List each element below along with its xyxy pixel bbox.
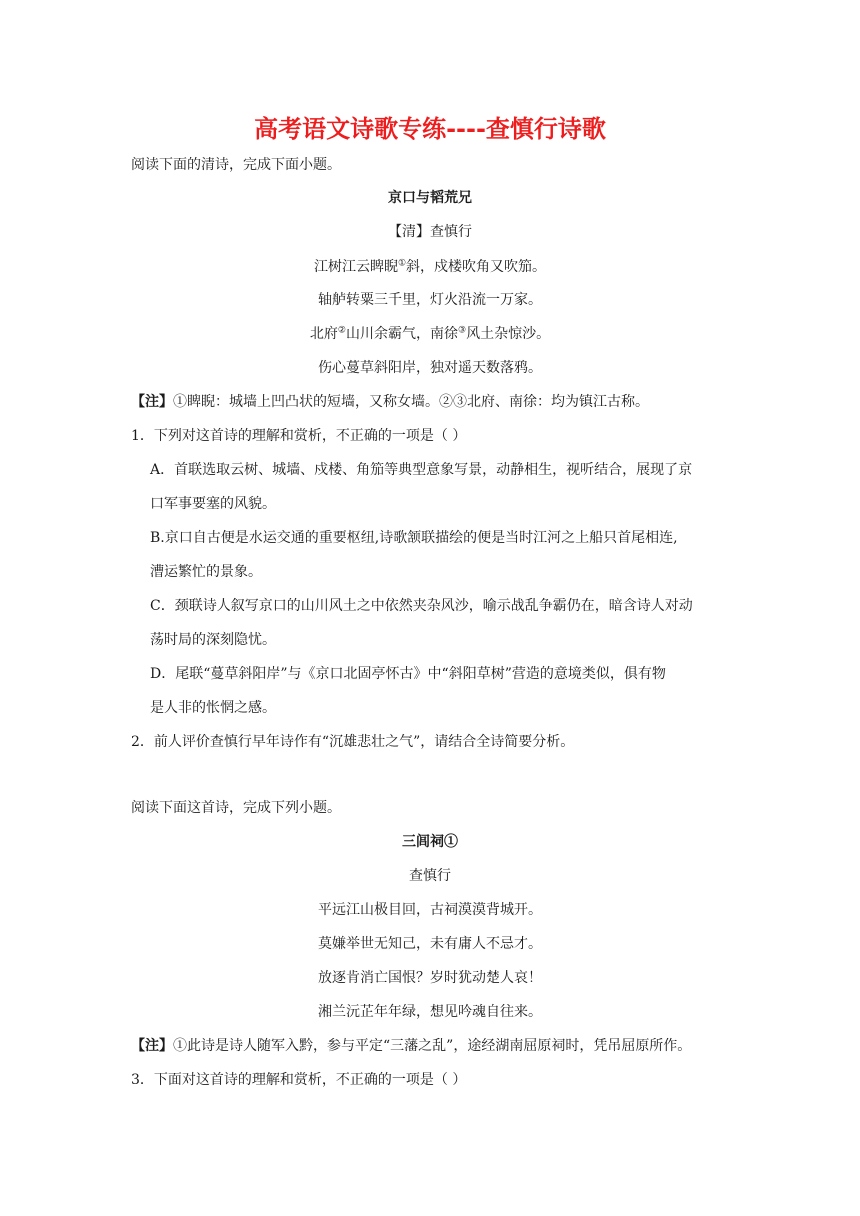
poem1-line: [0, 358, 860, 378]
poem1-line: [0, 290, 860, 310]
poem2-line3: 放逐肯消亡国恨？岁时犹动楚人哀！: [318, 970, 542, 986]
poem1-line3-part3: 风土杂惊沙。: [466, 326, 551, 342]
option-d-line1: D．尾联“蔓草斜阳岸”与《京口北固亭怀古》中“斜阳草树”营造的意境类似，俱有物: [150, 666, 666, 682]
option-a-line1: A．首联选取云树、城墙、戍楼、角笳等典型意象写景，动静相生，视听结合，展现了京: [150, 462, 693, 478]
poem1-line2: 轴舻转粟三千里，灯火沿流一万家。: [318, 292, 542, 308]
poem1-line3-part2: 山川余霸气，南徐: [346, 326, 458, 342]
poem1-line: [0, 257, 860, 277]
poem1-note: [131, 392, 649, 412]
note-text: ①睥睨：城墙上凹凸状的短墙，又称女墙。②③北府、南徐：均为镇江古称。: [173, 394, 649, 410]
note-text: ①此诗是诗人随军入黔，参与平定“三藩之乱”，途经湖南屈原祠时，凭吊屈原所作。: [173, 1038, 692, 1054]
option-b-line2: 漕运繁忙的景象。: [150, 564, 262, 580]
option-b-line1: B.京口自古便是水运交通的重要枢纽,诗歌颔联描绘的便是当时江河之上船只首尾相连,: [150, 530, 678, 546]
question-2: 2．前人评价查慎行早年诗作有“沉雄悲壮之气”，请结合全诗简要分析。: [131, 734, 575, 750]
note-label: 【注】: [131, 1038, 173, 1054]
option-c-line1: C．颈联诗人叙写京口的山川风土之中依然夹杂风沙，喻示战乱争霸仍在，暗含诗人对动: [150, 598, 693, 614]
section1-intro: 阅读下面的清诗，完成下面小题。: [131, 157, 341, 173]
question-3: 3．下面对这首诗的理解和赏析，不正确的一项是（ ）: [131, 1072, 467, 1088]
poem1-line: [0, 324, 860, 344]
question-1: 1．下列对这首诗的理解和赏析，不正确的一项是（ ）: [131, 428, 467, 444]
option-d-line2: 是人非的怅惘之感。: [150, 700, 276, 716]
poem1-line1-part2: 斜，戍楼吹角又吹笳。: [406, 259, 547, 275]
poem2-author: 查慎行: [409, 868, 451, 884]
page-title: 高考语文诗歌专练----查慎行诗歌: [254, 115, 606, 143]
footnote-mark: ①: [397, 258, 407, 269]
poem2-line2: 莫嫌举世无知己，未有庸人不忌才。: [318, 936, 542, 952]
poem2-note: [131, 1036, 691, 1056]
poem1-line3-part1: 北府: [309, 326, 338, 342]
footnote-mark: ③: [458, 325, 467, 336]
poem1-author: 【清】查慎行: [388, 224, 472, 240]
poem2-line4: 湘兰沅芷年年绿，想见吟魂自往来。: [318, 1004, 542, 1020]
option-c-line2: 荡时局的深刻隐忧。: [150, 632, 276, 648]
poem1-title: 京口与韬荒兄: [388, 190, 472, 206]
section2-intro: 阅读下面这首诗，完成下列小题。: [131, 800, 341, 816]
note-label: 【注】: [131, 394, 173, 410]
poem1-line1-part1: 江树江云睥睨: [313, 259, 398, 275]
poem2-title: 三闾祠①: [402, 834, 458, 850]
footnote-mark: ②: [337, 325, 346, 336]
poem2-line1: 平远江山极目回，古祠漠漠背城开。: [318, 902, 542, 918]
poem1-line4: 伤心蔓草斜阳岸，独对遥天数落鸦。: [318, 360, 542, 376]
option-a-line2: 口军事要塞的风貌。: [150, 496, 276, 512]
